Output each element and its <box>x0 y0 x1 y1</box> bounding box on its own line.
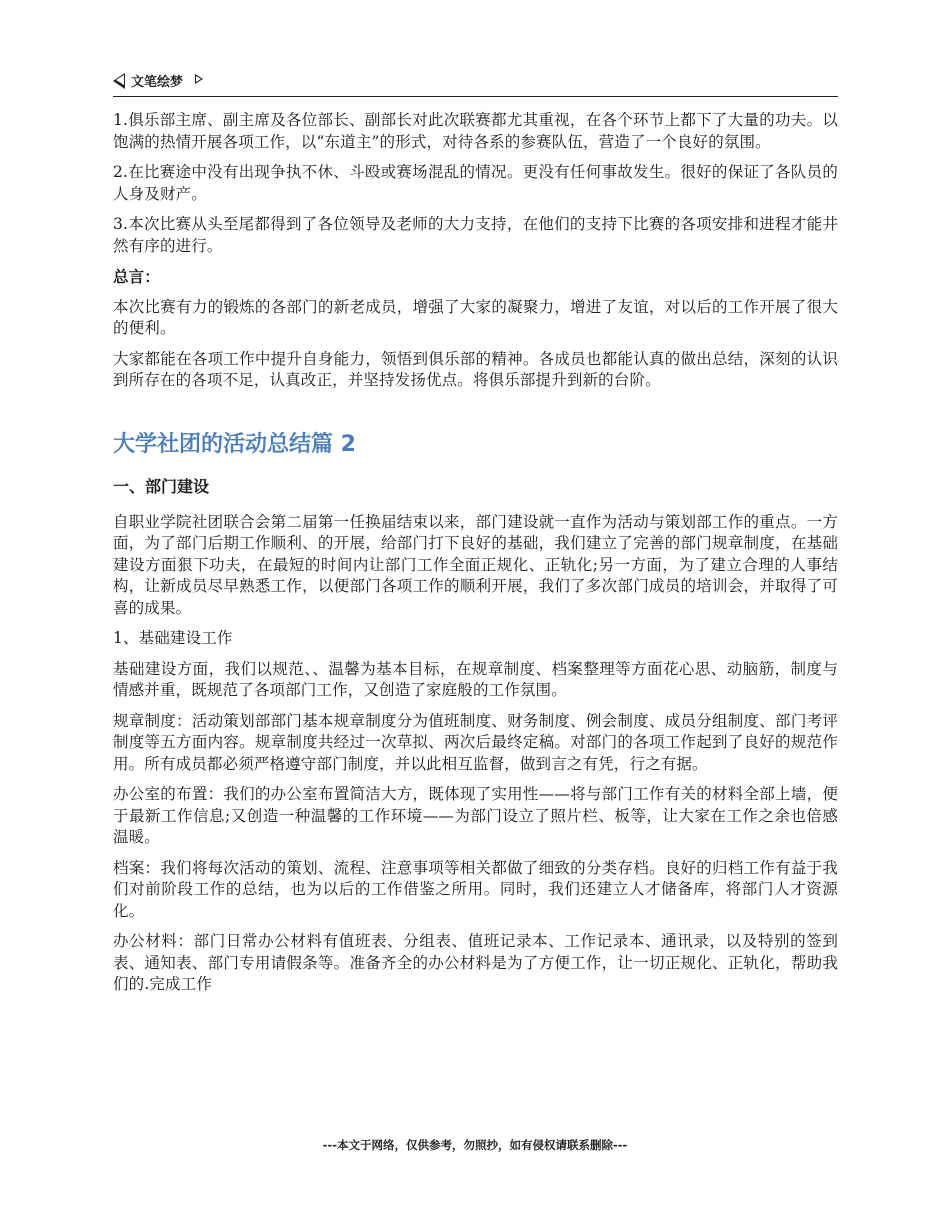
subheading: 1、基础建设工作 <box>113 629 233 647</box>
paragraph: 办公材料：部门日常办公材料有值班表、分组表、值班记录本、工作记录本、通讯录，以及特别的签到表、通知表、部门专用请假条等。准备齐全的办公材料是为了方便工作，让一切正规化、正轨化，帮助我们的.完成工作 <box>113 932 838 993</box>
subsection-title: 一、部门建设 <box>113 476 210 496</box>
brand-name: 文笔绘梦 <box>131 75 184 90</box>
paragraph: 1.俱乐部主席、副主席及各位部长、副部长对此次联赛都尤其重视，在各个环节上都下了大量的功夫。以饱满的热情开展各项工作，以“东道主”的形式，对待各系的参赛队伍，营造了一个良好的氛围。 <box>113 111 838 151</box>
paragraph: 2.在比赛途中没有出现争执不休、斗殴或赛场混乱的情况。更没有任何事故发生。很好的保证了各队员的人身及财产。 <box>113 163 838 203</box>
paragraph: 本次比赛有力的锻炼的各部门的新老成员，增强了大家的凝聚力，增进了友谊，对以后的工作开展了很大的便利。 <box>113 297 838 337</box>
triangle-left-icon <box>113 73 125 89</box>
page-header <box>113 62 838 97</box>
paragraph: 基础建设方面，我们以规范、、温馨为基本目标，在规章制度、档案整理等方面花心思、动脑筋，制度与情感并重，既规范了各项部门工作，又创造了家庭般的工作氛围。 <box>113 659 838 699</box>
paragraph: 自职业学院社团联合会第二届第一任换届结束以来，部门建设就一直作为活动与策划部工作的重点。一方面，为了部门后期工作顺利、的开展，给部门打下良好的基础，我们建立了完善的部门规章制度，在基础建设方面狠下功夫，在最短的时间内让部门工作全面正规化、正轨化;另一方面，为了建立合理的人事结构，让新成员尽早熟悉工作，以便部门各项工作的顺利开展，我们了多次部门成员的培训会，并取得了可喜的成果。 <box>113 512 838 617</box>
page-footer: ---本文于网络，仅供参考，勿照抄，如有侵权请联系删除--- <box>322 1138 628 1152</box>
paragraph: 规章制度：活动策划部部门基本规章制度分为值班制度、财务制度、例会制度、成员分组制度、部门考评制度等五方面内容。规章制度共经过一次草拟、两次后最终定稿。对部门的各项工作起到了良好的规范作用。所有成员都必须严格遵守部门制度，并以此相互监督，做到言之有凭，行之有据。 <box>113 711 838 773</box>
paragraph: 大家都能在各项工作中提升自身能力，领悟到俱乐部的精神。各成员也都能认真的做出总结，深刻的认识到所存在的各项不足，认真改正，并坚持发扬优点。将俱乐部提升到新的台阶。 <box>113 349 838 389</box>
paragraph: 3.本次比赛从头至尾都得到了各位领导及老师的大力支持，在他们的支持下比赛的各项安排和进程才能井然有序的进行。 <box>113 215 838 255</box>
section-title: 大学社团的活动总结篇 2 <box>113 431 356 457</box>
paragraph: 办公室的布置：我们的办公室布置简洁大方，既体现了实用性——将与部门工作有关的材料全部上墙，便于最新工作信息;又创造一种温馨的工作环境——为部门设立了照片栏、板等，让大家在工作之余也倍感温暖。 <box>113 785 838 846</box>
document-body <box>113 110 838 1005</box>
document-page <box>113 62 838 993</box>
brand-logo <box>113 71 203 90</box>
paragraph: 档案：我们将每次活动的策划、流程、注意事项等相关都做了细致的分类存档。良好的归档工作有益于我们对前阶段工作的总结，也为以后的工作借鉴之所用。同时，我们还建立人才储备库，将部门人才资源化。 <box>113 858 838 920</box>
summary-label: 总言： <box>113 267 160 286</box>
triangle-right-icon <box>195 74 203 84</box>
